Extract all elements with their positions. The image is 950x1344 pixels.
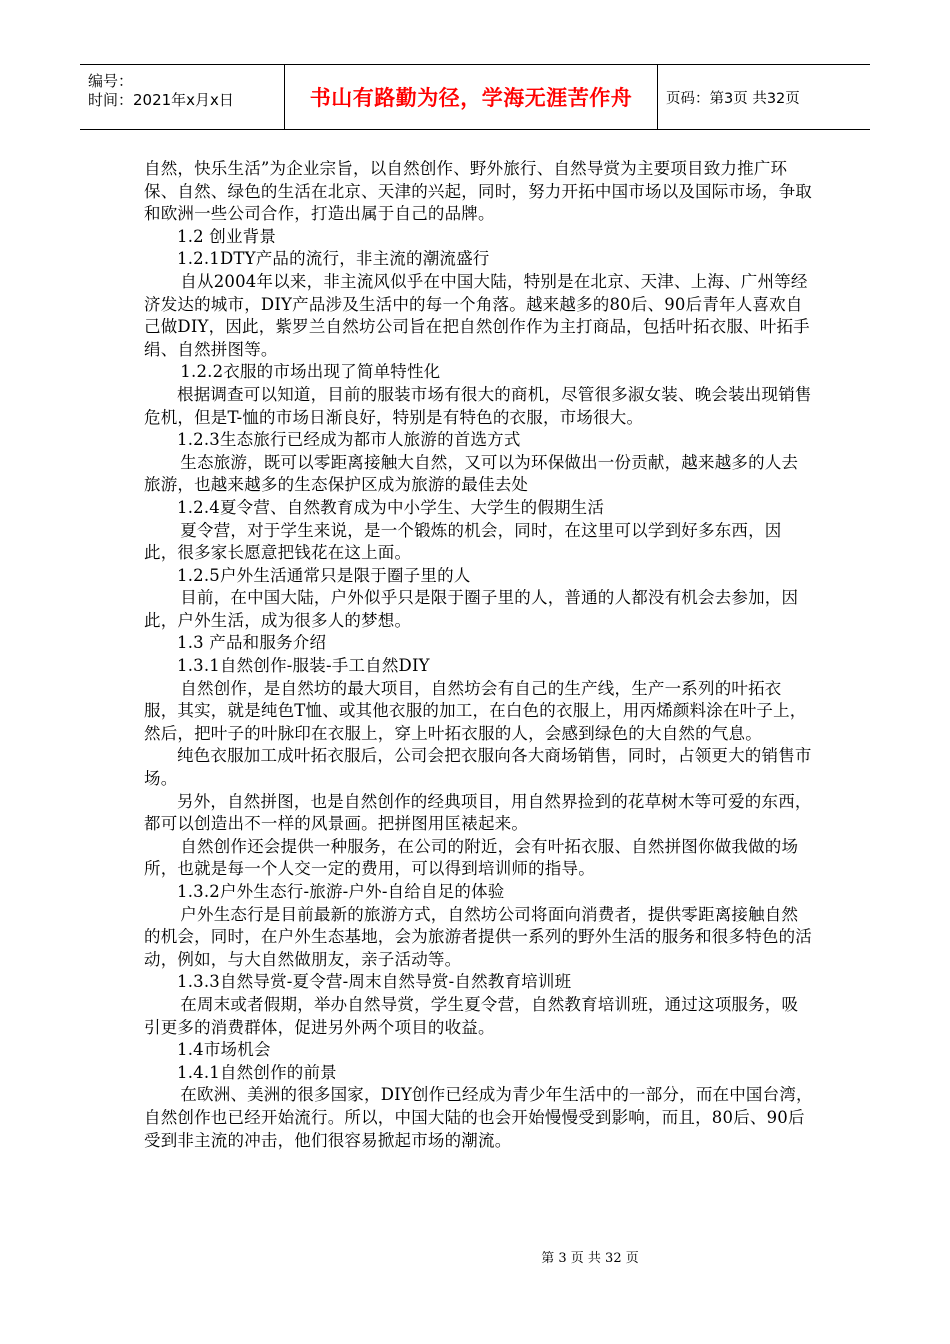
document-number: 编号： — [88, 72, 134, 90]
paragraph: 1.3.2户外生态行-旅游-户外-自给自足的体验 — [177, 882, 505, 901]
paragraph: 户外生态行是目前最新的旅游方式，自然坊公司将面向消费者，提供零距离接触自然的机会，同时，在户外生态基地，会为旅游者提供一系列的野外生活的服务和很多特色的活动，例如，与大自然做朋友，亲子活动等。 — [144, 904, 812, 969]
paragraph: 根据调查可以知道，目前的服装市场有很大的商机，尽管很多淑女装、晚会装出现销售危机，但是T-恤的市场日渐良好，特别是有特色的衣服，市场很大。 — [144, 384, 812, 427]
paragraph: 自从2004年以来，非主流风似乎在中国大陆，特别是在北京、天津、上海、广州等经济发达的城市，DIY产品涉及生活中的每一个角落。越来越多的80后、90后青年人喜欢自己做DIY，因此，紫罗兰自然坊公司旨在把自然创作作为主打商品，包括叶拓衣服、叶拓手绢、自然拼图等。 — [144, 271, 810, 359]
paragraph: 1.2.4夏令营、自然教育成为中小学生、大学生的假期生活 — [177, 497, 605, 517]
page-header — [80, 64, 870, 130]
paragraph: 1.3.1自然创作-服装-手工自然DIY — [177, 656, 430, 676]
paragraph: 在周末或者假期，举办自然导赏，学生夏令营，自然教育培训班，通过这项服务，吸引更多的消费群体，促进另外两个项目的收益。 — [144, 994, 799, 1037]
paragraph: 纯色衣服加工成叶拓衣服后，公司会把衣服向各大商场销售，同时，占领更大的销售市场。 — [144, 746, 812, 789]
paragraph: 自然创作还会提供一种服务，在公司的附近，会有叶拓衣服、自然拼图你做我做的场所，也就是每一个人交一定的费用，可以得到培训师的指导。 — [144, 836, 799, 879]
header-meta — [80, 65, 285, 129]
document-body — [144, 158, 814, 1152]
paragraph: 目前，在中国大陆，户外似乎只是限于圈子里的人，普通的人都没有机会去参加，因此，户外生活，成为很多人的梦想。 — [144, 588, 799, 630]
paragraph: 自然创作，是自然坊的最大项目，自然坊会有自己的生产线，生产一系列的叶拓衣服，其实，就是纯色T恤、或其他衣服的加工，在白色的衣服上，用丙烯颜料涂在叶子上，然后，把叶子的叶脉印在衣服上，穿上叶拓衣服的人，会感到绿色的大自然的气息。 — [144, 678, 807, 743]
page-footer: 第 3 页 共 32 页 — [541, 1251, 639, 1266]
paragraph: 1.4市场机会 — [177, 1040, 271, 1060]
paragraph: 1.3 产品和服务介绍 — [177, 633, 327, 653]
paragraph: 1.2 创业背景 — [177, 226, 277, 246]
paragraph: 自然，快乐生活”为企业宗旨，以自然创作、野外旅行、自然导赏为主要项目致力推广环保、自然、绿色的生活在北京、天津的兴起，同时，努力开拓中国市场以及国际市场，争取和欧洲一些公司合作，打造出属于自己的品牌。 — [144, 159, 812, 224]
paragraph: 1.2.2衣服的市场出现了简单特性化 — [180, 362, 441, 382]
paragraph: 生态旅游，既可以零距离接触大自然，又可以为环保做出一份贡献，越来越多的人去旅游，也越来越多的生态保护区成为旅游的最佳去处 — [144, 452, 799, 495]
paragraph: 1.2.3生态旅行已经成为都市人旅游的首选方式 — [177, 430, 521, 450]
paragraph: 1.4.1自然创作的前景 — [177, 1062, 337, 1082]
header-page-number: 页码：第3页 共32页 — [666, 90, 800, 107]
paragraph: 1.2.5户外生活通常只是限于圈子里的人 — [177, 565, 471, 585]
paragraph: 1.3.3自然导赏-夏令营-周末自然导赏-自然教育培训班 — [177, 972, 572, 992]
paragraph: 在欧洲、美洲的很多国家，DIY创作已经成为青少年生活中的一部分，而在中国台湾，自然创作也已经开始流行。所以，中国大陆的也会开始慢慢受到影响，而且，80后、90后受到非主流的冲击，他们很容易掀起市场的潮流。 — [144, 1085, 813, 1150]
paragraph: 另外，自然拼图，也是自然创作的经典项目，用自然界捡到的花草树木等可爱的东西，都可以创造出不一样的风景画。把拼图用匡裱起来。 — [144, 791, 812, 834]
paragraph: 1.2.1DTY产品的流行，非主流的潮流盛行 — [177, 249, 490, 269]
header-motto-cell — [285, 65, 658, 129]
document-date: 时间：2021年x月x日 — [88, 91, 234, 109]
header-motto: 书山有路勤为径，学海无涯苦作舟 — [309, 86, 633, 110]
paragraph: 夏令营，对于学生来说，是一个锻炼的机会，同时，在这里可以学到好多东西，因此，很多家长愿意把钱花在这上面。 — [144, 520, 782, 563]
header-page-cell — [658, 65, 870, 129]
